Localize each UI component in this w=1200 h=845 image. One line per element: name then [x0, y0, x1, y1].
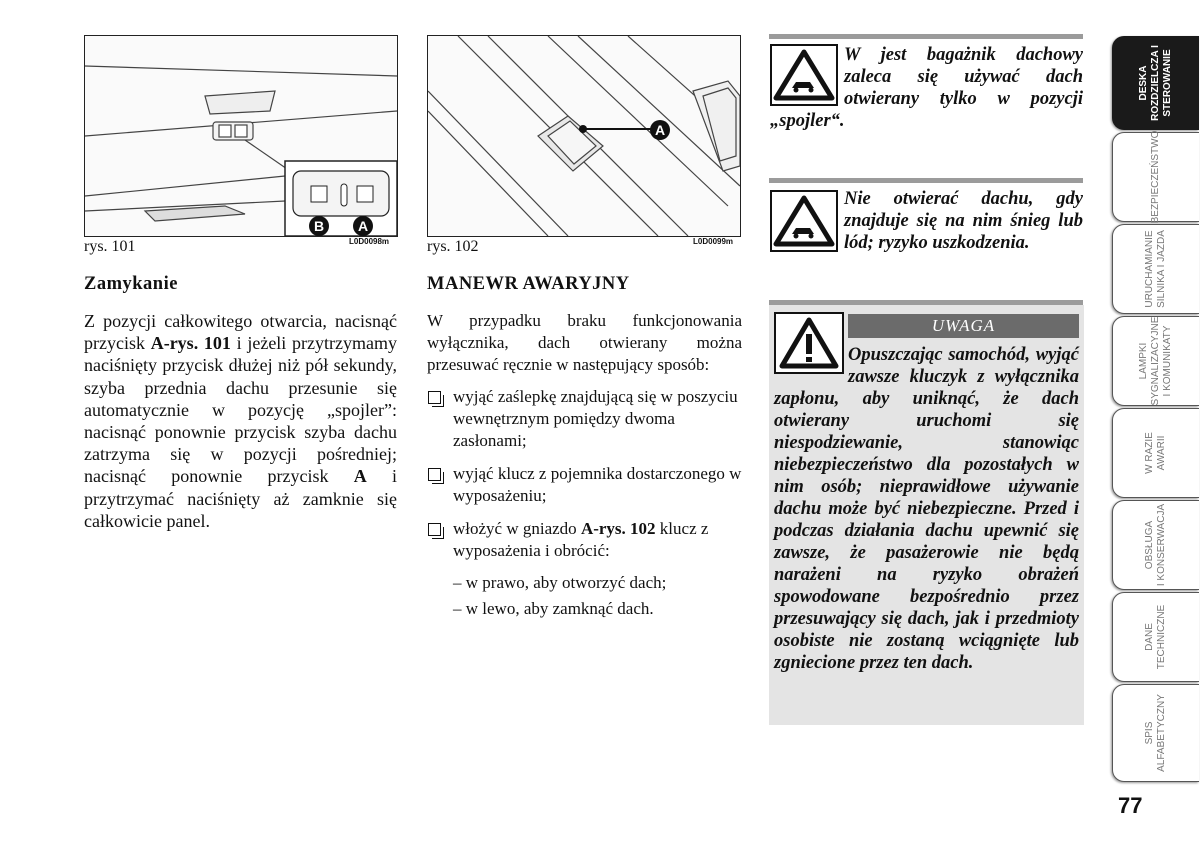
- tab-obsluga[interactable]: [1112, 500, 1199, 590]
- warning-2-rule: [769, 178, 1083, 183]
- figure-101-caption: rys. 101: [84, 238, 136, 255]
- figure-102: [427, 35, 741, 237]
- tab-label: OBSŁUGA I KONSERWACJA: [1144, 503, 1167, 587]
- tab-label: DESKA ROZDZIELCZA I STEROWANIE: [1138, 45, 1173, 121]
- zamykanie-paragraph: [84, 310, 397, 532]
- checkbox-bullet-icon: [428, 523, 441, 536]
- list-item-text: wyjąć klucz z pojemnika dostarczonego w wyposażeniu;: [453, 464, 742, 505]
- label-b-marker: B: [309, 216, 329, 236]
- uwaga-text: [774, 344, 1079, 674]
- tab-label: SPIS ALFABETYCZNY: [1144, 694, 1167, 772]
- tab-spis-alfabetyczny[interactable]: [1112, 684, 1199, 782]
- text-run: klucz z wyposażenia i obrócić:: [453, 519, 709, 560]
- float-spacer: [770, 188, 844, 252]
- warning-1-content: W jest bagażnik dachowy zaleca się używać dach otwierany tylko w pozycji „spojler“.: [770, 45, 1083, 131]
- section-heading-manewr-awaryjny: MANEWR AWARYJNY: [427, 274, 630, 294]
- tab-w-razie-awarii[interactable]: [1112, 408, 1199, 498]
- page-number: 77: [1118, 793, 1143, 818]
- button-ref: A: [353, 466, 367, 487]
- sub-step-close: – w lewo, aby zamknąć dach.: [453, 599, 654, 618]
- tab-dane-techniczne[interactable]: [1112, 592, 1199, 682]
- list-item: [427, 463, 743, 507]
- figure-102-code: L0D0099m: [693, 237, 734, 246]
- text-run: i jeżeli przytrzymamy naciśnięty przycisk dłużej niż pół sekundy, szyba przednia dachu przesunie się automatycznie w pozycję „spojler”: nacisnąć ponownie przycisk szyba dachu zatrzyma się w pozycji pośredniej; nacisnąć ponownie przycisk: [84, 333, 397, 487]
- label-a-marker: A: [650, 120, 670, 140]
- fig-ref: A-rys. 102: [580, 519, 656, 538]
- warning-1-rule: [769, 34, 1083, 39]
- checkbox-bullet-icon: [428, 468, 441, 481]
- manewr-intro: W przypadku braku funkcjonowania wyłącznika, dach otwierany można przesuwać ręcznie w następujący sposób:: [427, 311, 742, 374]
- float-spacer: [770, 44, 844, 108]
- sub-step-open: – w prawo, aby otworzyć dach;: [453, 573, 667, 592]
- list-item-text: wyjąć zaślepkę znajdującą się w poszyciu wewnętrznym pomiędzy dwoma zasłonami;: [453, 387, 738, 450]
- text-run: włożyć w gniazdo: [453, 519, 581, 538]
- fig-ref: A-rys. 101: [150, 333, 231, 354]
- tab-deska-rozdzielcza[interactable]: [1112, 36, 1199, 130]
- tab-label: LAMPKI SYGNALIZACYJNE I KOMUNIKATY: [1138, 316, 1173, 406]
- tab-bezpieczenstwo[interactable]: [1112, 132, 1199, 222]
- figure-101-code: L0D0098m: [349, 237, 390, 246]
- uwaga-content: Opuszczając samochód, wyjąć zawsze kluczyk z wyłącznika zapłonu, aby uniknąć, że dach otwierany uruchomi się niespodziewanie, stanowiąc niebezpieczeństwo dla pozostałych w nim osób; nieprawidłowe używanie dachu może być niebezpieczne. Przed i podczas działania dachu upewnić się zawsze, że pasażerowie nie będą narażeni na ryzyko obrażeń spowodowane bezpośrednio przez przesuwający się dach, jak i przedmioty osobiste nie zostaną wciągnięte lub zgniecione przez ten dach.: [774, 345, 1079, 673]
- list-item: [427, 518, 743, 562]
- figure-102-caption: rys. 102: [427, 238, 479, 255]
- tab-uruchamianie[interactable]: [1112, 224, 1199, 314]
- float-spacer: [774, 344, 848, 372]
- tab-label: DANE TECHNICZNE: [1144, 604, 1167, 670]
- tab-label: BEZPIECZEŃSTWO: [1150, 130, 1161, 224]
- figure-101: [84, 35, 398, 237]
- section-heading-zamykanie: Zamykanie: [84, 274, 178, 294]
- tab-label: URUCHAMIANIE SILNIKA I JAZDA: [1144, 230, 1167, 308]
- tab-label: W RAZIE AWARII: [1144, 432, 1167, 474]
- manewr-steps-list: [427, 386, 743, 573]
- warning-2-content: Nie otwierać dachu, gdy znajduje się na nim śnieg lub lód; ryzyko uszkodzenia.: [844, 189, 1083, 253]
- warning-2-text: [770, 188, 1083, 254]
- text-run: Z pozycji całkowitego otwarcia, nacisnąć przycisk: [84, 311, 397, 354]
- warning-1-text: [770, 44, 1083, 132]
- checkbox-bullet-icon: [428, 391, 441, 404]
- label-a-marker: A: [353, 216, 373, 236]
- tab-lampki[interactable]: [1112, 316, 1199, 406]
- list-item: [427, 386, 743, 452]
- text-run: i przytrzymać naciśnięty aż zamknie się całkowicie panel.: [84, 466, 397, 531]
- uwaga-title: UWAGA: [848, 314, 1079, 338]
